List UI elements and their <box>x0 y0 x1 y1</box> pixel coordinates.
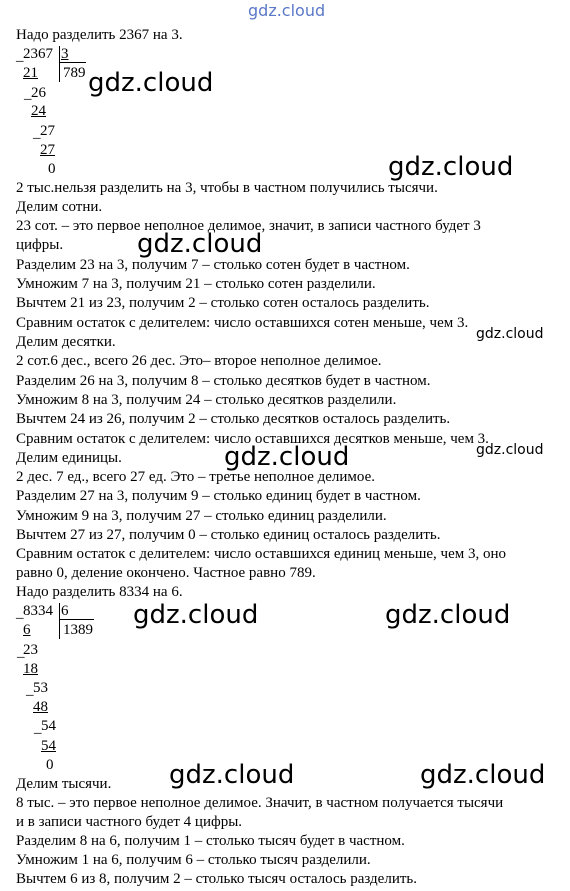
step-remainder: 54 <box>41 718 56 734</box>
text-line: Сравним остаток с делителем: число оставшихся десятков меньше, чем 3. <box>16 431 489 447</box>
division-bar <box>59 603 60 639</box>
text-line: равно 0, деление окончено. Частное равно 789. <box>16 565 316 581</box>
step-product: 48 <box>33 699 48 715</box>
step-remainder: 26 <box>31 85 46 101</box>
text-line: цифры. <box>16 237 64 253</box>
text-line: Делим единицы. <box>16 450 122 466</box>
watermark-top: gdz.cloud <box>248 1 326 20</box>
step-product: 18 <box>23 661 38 677</box>
step-product: 27 <box>40 142 55 158</box>
text-line: Разделим 26 на 3, получим 8 – столько десятков будет в частном. <box>16 373 431 389</box>
watermark-big: gdz.cloud <box>88 68 214 98</box>
text-line: Вычтем 21 из 23, получим 2 – столько сотен осталось разделить. <box>16 295 430 311</box>
minus-sign: _ <box>17 644 25 660</box>
final-remainder: 0 <box>48 161 56 177</box>
task-intro-1: Надо разделить 2367 на 3. <box>16 27 183 43</box>
divisor: 6 <box>61 603 69 619</box>
watermark-big: gdz.cloud <box>420 760 546 790</box>
divisor: 3 <box>61 46 69 62</box>
minus-sign: _ <box>34 720 42 736</box>
text-line: 2 дес. 7 ед., всего 27 ед. Это – третье неполное делимое. <box>16 469 375 485</box>
text-line: Разделим 23 на 3, получим 7 – столько сотен будет в частном. <box>16 257 410 273</box>
step-product: 24 <box>31 103 46 119</box>
divisor-underline <box>60 62 86 63</box>
text-line: Сравним остаток с делителем: число оставшихся единиц меньше, чем 3, оно <box>16 546 507 562</box>
text-line: Разделим 27 на 3, получим 9 – столько единиц будет в частном. <box>16 488 421 504</box>
minus-sign: _ <box>16 605 24 621</box>
watermark-big: gdz.cloud <box>133 600 259 630</box>
divisor-underline <box>60 619 94 620</box>
watermark-big: gdz.cloud <box>224 442 350 472</box>
text-line: и в записи частного будет 4 цифры. <box>16 814 243 830</box>
text-line: 2 тыс.нельзя разделить на 3, чтобы в частном получились тысячи. <box>16 180 438 196</box>
final-remainder: 0 <box>46 757 54 773</box>
step-remainder: 23 <box>23 642 38 658</box>
quotient: 789 <box>63 65 86 81</box>
minus-sign: _ <box>26 682 34 698</box>
watermark-big: gdz.cloud <box>385 600 511 630</box>
text-line: Умножим 8 на 3, получим 24 – столько десятков разделили. <box>16 392 397 408</box>
text-line: Делим сотни. <box>16 199 103 215</box>
text-line: Вычтем 24 из 26, получим 2 – столько десятков осталось разделить. <box>16 411 451 427</box>
step-product: 21 <box>23 65 38 81</box>
minus-sign: _ <box>24 86 32 102</box>
watermark-big: gdz.cloud <box>169 760 295 790</box>
dividend: 8334 <box>23 603 53 619</box>
minus-sign: _ <box>33 125 41 141</box>
text-line: Вычтем 6 из 8, получим 2 – столько тысяч осталось разделить. <box>16 871 417 887</box>
text-line: Умножим 7 на 3, получим 21 – столько сотен разделили. <box>16 276 376 292</box>
text-line: Сравним остаток с делителем: число оставшихся сотен меньше, чем 3. <box>16 315 469 331</box>
dividend: 2367 <box>23 46 53 62</box>
step-remainder: 53 <box>33 680 48 696</box>
step-product: 54 <box>41 738 56 754</box>
watermark-small: gdz.cloud <box>476 442 544 458</box>
watermark-small: gdz.cloud <box>476 326 544 342</box>
text-line: 23 сот. – это первое неполное делимое, значит, в записи частного будет 3 <box>16 218 481 234</box>
text-line: Умножим 1 на 6, получим 6 – столько тысяч разделили. <box>16 852 371 868</box>
text-line: Вычтем 27 из 27, получим 0 – столько единиц осталось разделить. <box>16 527 441 543</box>
watermark-big: gdz.cloud <box>137 229 263 259</box>
text-line: Умножим 9 на 3, получим 27 – столько единиц разделили. <box>16 508 387 524</box>
step-remainder: 27 <box>40 123 55 139</box>
watermark-big: gdz.cloud <box>388 152 514 182</box>
task-intro-2: Надо разделить 8334 на 6. <box>16 584 183 600</box>
text-line: Делим десятки. <box>16 334 116 350</box>
text-line: 8 тыс. – это первое неполное делимое. Значит, в частном получается тысячи <box>16 795 504 811</box>
division-bar <box>59 46 60 82</box>
step-product: 6 <box>23 622 31 638</box>
quotient: 1389 <box>63 622 93 638</box>
text-line: 2 сот.6 дес., всего 26 дес. Это– второе неполное делимое. <box>16 353 382 369</box>
minus-sign: _ <box>16 48 24 64</box>
text-line: Разделим 8 на 6, получим 1 – столько тысяч будет в частном. <box>16 833 405 849</box>
text-line: Делим тысячи. <box>16 776 112 792</box>
